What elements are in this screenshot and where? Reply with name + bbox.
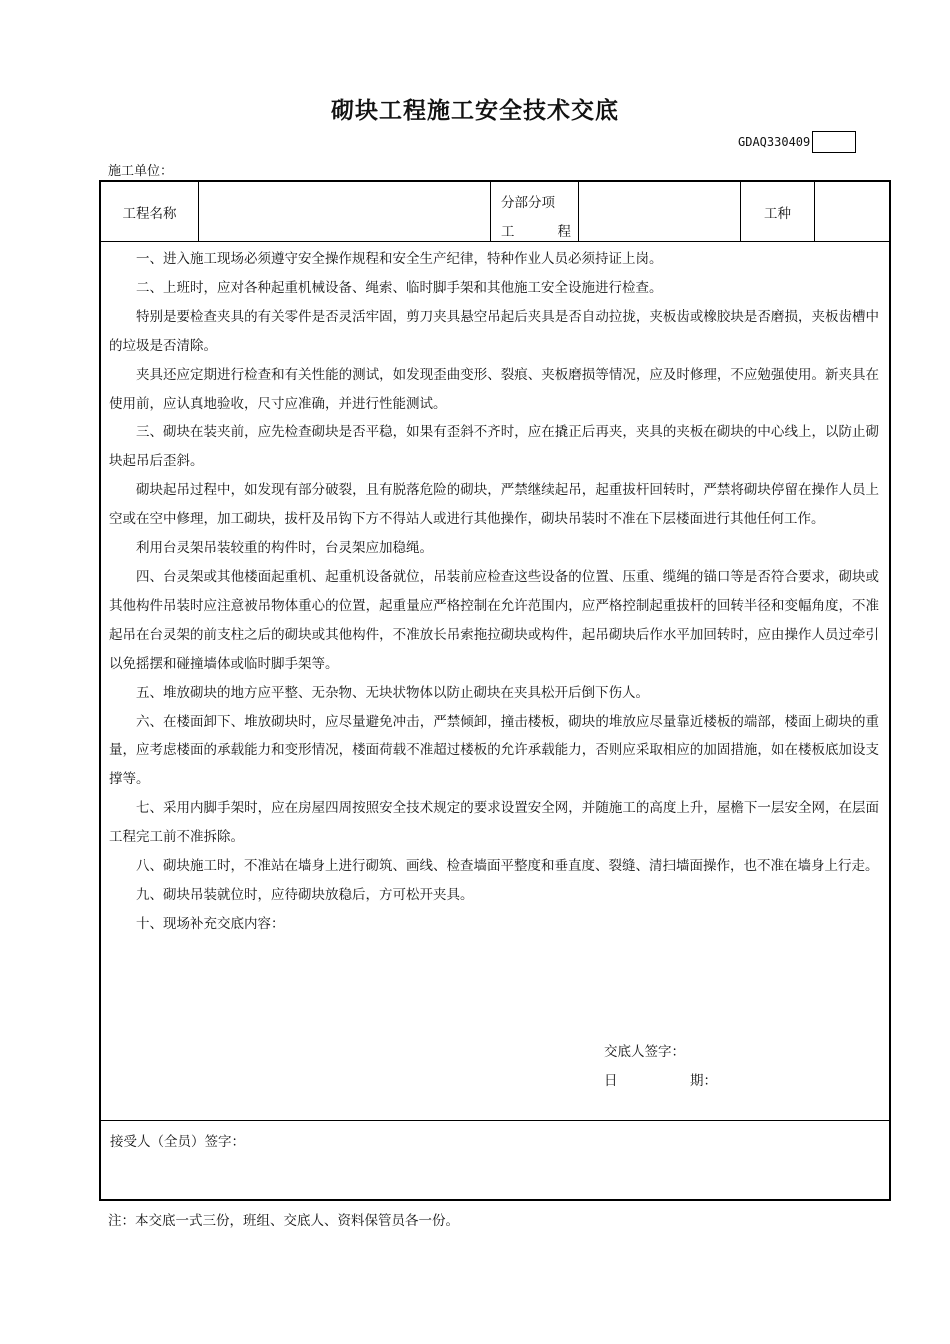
paragraph: 特别是要检查夹具的有关零件是否灵活牢固，剪刀夹具悬空吊起后夹具是否自动拉拢，夹板齿或橡胶块是否磨损，夹板齿槽中的垃圾是否清除。 [109,308,879,354]
document-title: 砌块工程施工安全技术交底 [331,98,619,124]
construction-unit-label: 施工单位： [108,164,174,179]
paragraph: 三、砌块在装夹前，应先检查砌块是否平稳，如果有歪斜不齐时，应在撬正后再夹，夹具的夹板在砌块的中心线上，以防止砌块起吊后歪斜。 [109,424,879,470]
subproject-field[interactable] [579,182,741,241]
subproject-label-line2 [501,220,571,240]
paragraph: 砌块起吊过程中，如发现有部分破裂，且有脱落危险的砌块，严禁继续起吊，起重拔杆回转时，严禁将砌块停留在操作人员上空或在空中修理，加工砌块，拔杆及吊钩下方不得站人或进行其他操作，砌块吊装时不准在下层楼面进行其他任何工作。 [109,482,879,528]
project-name-label [101,182,199,241]
date-label-spaced [604,1069,656,1089]
doc-code-box[interactable] [812,131,856,153]
subproject-label [491,182,579,241]
paragraph: 七、采用内脚手架时，应在房屋四周按照安全技术规定的要求设置安全网，并随施工的高度上升，屋檐下一层安全网，在层面工程完工前不准拆除。 [109,800,879,846]
subproject-label-line2-a: 工 [501,224,515,240]
project-name-field[interactable] [199,182,491,241]
footnote: 注：本交底一式三份，班组、交底人、资料保管员各一份。 [108,1213,459,1229]
trade-label [741,182,815,241]
doc-code: GDAQ330409 [738,135,811,149]
paragraph: 四、台灵架或其他楼面起重机、起重机设备就位，吊装前应检查这些设备的位置、压重、缆绳的锚口等是否符合要求，砌块或其他构件吊装时应注意被吊物体重心的位置，起重量应严格控制在允许范围内，应严格控制起重拔杆的回转半径和变幅角度，不准起吊在台灵架的前支柱之后的砌块或其他构件，不准放长吊索拖拉砌块或构件，起吊砌块后作水平加回转时，应由操作人员过牵引以免摇摆和碰撞墙体或临时脚手架等。 [109,568,879,672]
form-header-row [101,182,889,242]
paragraph: 十、现场补充交底内容： [136,915,285,932]
briefing-content [109,245,879,939]
paragraph: 九、砌块吊装就位时，应待砌块放稳后，方可松开夹具。 [136,886,474,903]
receiver-signature-label: 接受人（全员）签字： [110,1134,245,1150]
paragraph: 六、在楼面卸下、堆放砌块时，应尽量避免冲击，严禁倾卸，撞击楼板，砌块的堆放应尽量靠近楼板的端部，楼面上砌块的重量，应考虑楼面的承载能力和变形情况，楼面荷载不准超过楼板的允许承载能力，否则应采取相应的加固措施，如在楼板底加设支撑等。 [109,713,879,788]
subproject-label-line2-b: 程 [557,224,571,240]
paragraph: 五、堆放砌块的地方应平整、无杂物、无块状物体以防止砌块在夹具松开后倒下伤人。 [136,684,649,701]
date-label-a: 日 [604,1073,618,1089]
signer-label: 交底人签字： [604,1044,685,1060]
paragraph: 利用台灵架吊装较重的构件时，台灵架应加稳绳。 [136,540,433,557]
paragraph: 夹具还应定期进行检查和有关性能的测试，如发现歪曲变形、裂痕、夹板磨损等情况，应及时修理，不应勉强使用。新夹具在使用前，应认真地验收，尺寸应准确，并进行性能测试。 [109,366,879,412]
date-label-b: 期： [690,1073,717,1089]
project-name-label-text: 工程名称 [122,205,177,222]
briefing-form [99,180,891,1201]
date-label [604,1069,717,1089]
subproject-label-line1: 分部分项 [501,195,555,211]
paragraph: 二、上班时，应对各种起重机械设备、绳索、临时脚手架和其他施工安全设施进行检查。 [136,279,663,296]
trade-field[interactable] [815,182,889,241]
paragraph: 八、砌块施工时，不准站在墙身上进行砌筑、画线、检查墙面平整度和垂直度、裂缝、清扫墙面操作，也不准在墙身上行走。 [136,858,879,875]
doc-code-row [738,131,856,153]
paragraph: 一、进入施工现场必须遵守安全操作规程和安全生产纪律，特种作业人员必须持证上岗。 [136,251,663,267]
trade-label-text: 工种 [764,205,791,222]
briefing-content-area [101,242,889,1121]
